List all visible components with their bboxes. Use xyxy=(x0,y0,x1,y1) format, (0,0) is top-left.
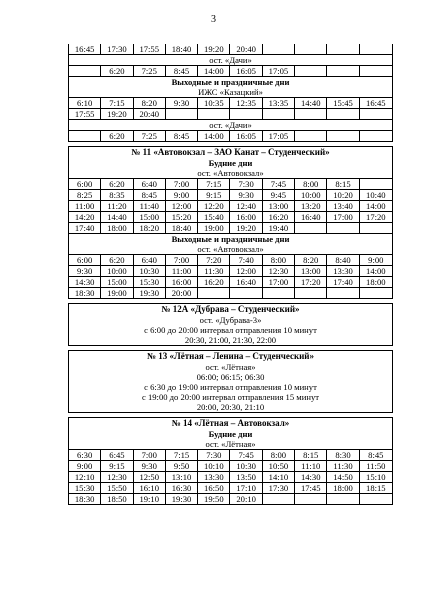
time-cell: 18:50 xyxy=(101,494,133,504)
time-cell: 12:30 xyxy=(101,472,133,482)
time-cell: 15:30 xyxy=(134,277,166,287)
time-cell: 17:30 xyxy=(263,483,295,493)
time-cell: 12:30 xyxy=(263,266,295,276)
time-cell: 10:20 xyxy=(327,190,359,200)
time-cell: 17:20 xyxy=(295,277,327,287)
time-cell xyxy=(327,109,359,119)
time-cell xyxy=(295,44,327,54)
time-cell: 15:00 xyxy=(134,212,166,222)
time-cell: 8:25 xyxy=(69,190,101,200)
time-cell: 7:40 xyxy=(230,255,262,265)
time-cell: 14:30 xyxy=(295,472,327,482)
weekday-label: Будние дни xyxy=(208,429,253,439)
time-cell: 11:00 xyxy=(69,201,101,211)
stop-name: ост. «Дубрава-3» xyxy=(199,315,262,325)
time-cell: 8:40 xyxy=(327,255,359,265)
table-row xyxy=(69,108,392,119)
time-cell: 6:00 xyxy=(69,179,101,189)
time-cell: 20:10 xyxy=(230,494,262,504)
time-cell: 12:00 xyxy=(166,201,198,211)
route-13 xyxy=(68,350,393,413)
time-cell: 17:55 xyxy=(69,109,101,119)
stop-name: ост. «Лётная» xyxy=(205,362,256,372)
time-cell xyxy=(295,494,327,504)
time-cell: 17:40 xyxy=(69,223,101,233)
time-cell: 18:00 xyxy=(327,483,359,493)
time-cell: 8:45 xyxy=(368,450,384,460)
time-cell: 11:50 xyxy=(366,461,386,471)
time-cell: 9:30 xyxy=(69,266,101,276)
time-cell: 13:40 xyxy=(327,201,359,211)
time-cell: 16:50 xyxy=(198,483,230,493)
time-cell: 19:20 xyxy=(198,44,230,54)
time-cell xyxy=(69,66,101,76)
route-title: № 12А «Дубрава – Студенческий» xyxy=(161,304,300,314)
stop-name: ИЖС «Казацкий» xyxy=(198,87,263,97)
time-cell: 6:40 xyxy=(134,255,166,265)
time-cell: 7:25 xyxy=(134,131,166,141)
time-cell: 7:25 xyxy=(134,66,166,76)
time-cell: 18:00 xyxy=(366,277,386,287)
time-cell xyxy=(263,109,295,119)
time-cell: 11:10 xyxy=(295,461,327,471)
times-text: 20:00, 20:30, 21:10 xyxy=(196,402,265,412)
time-cell: 13:30 xyxy=(198,472,230,482)
time-cell: 6:45 xyxy=(101,450,133,460)
time-cell: 13:30 xyxy=(327,266,359,276)
weekday-label: Будние дни xyxy=(208,158,253,168)
time-cell xyxy=(360,179,392,189)
time-cell: 19:20 xyxy=(101,109,133,119)
time-cell: 13:35 xyxy=(263,98,295,108)
time-cell: 8:00 xyxy=(295,179,327,189)
time-cell: 8:45 xyxy=(166,131,198,141)
time-cell: 7:30 xyxy=(230,179,262,189)
time-cell: 18:20 xyxy=(134,223,166,233)
time-cell: 7:15 xyxy=(198,179,230,189)
time-cell: 15:30 xyxy=(69,483,101,493)
time-cell: 9:50 xyxy=(166,461,198,471)
time-cell xyxy=(360,66,392,76)
time-cell: 16:20 xyxy=(198,277,230,287)
time-cell: 11:30 xyxy=(198,266,230,276)
time-cell: 15:00 xyxy=(101,277,133,287)
time-cell xyxy=(360,109,392,119)
time-cell: 19:10 xyxy=(134,494,166,504)
time-cell: 9:30 xyxy=(134,461,166,471)
time-cell: 17:10 xyxy=(230,483,262,493)
time-cell: 10:00 xyxy=(101,266,133,276)
time-cell: 17:55 xyxy=(134,44,166,54)
time-cell: 13:00 xyxy=(295,266,327,276)
time-cell xyxy=(360,223,392,233)
time-cell: 16:00 xyxy=(230,212,262,222)
table-row xyxy=(69,471,392,482)
time-cell: 18:40 xyxy=(166,44,198,54)
time-cell: 11:40 xyxy=(134,201,166,211)
time-cell: 10:50 xyxy=(263,461,295,471)
table-row xyxy=(69,222,392,233)
time-cell: 19:30 xyxy=(166,494,198,504)
time-cell: 16:05 xyxy=(230,131,262,141)
time-cell: 12:00 xyxy=(230,266,262,276)
time-cell: 10:10 xyxy=(198,461,230,471)
time-cell: 16:00 xyxy=(166,277,198,287)
time-cell: 15:50 xyxy=(101,483,133,493)
time-cell: 18:40 xyxy=(166,223,198,233)
time-cell: 20:00 xyxy=(166,288,198,298)
time-cell: 9:15 xyxy=(198,190,230,200)
route-12a xyxy=(68,303,393,346)
stop-name: ост. «Дачи» xyxy=(69,54,392,65)
time-cell xyxy=(295,288,327,298)
time-cell: 12:10 xyxy=(69,472,101,482)
time-cell: 18:30 xyxy=(69,494,101,504)
table-row xyxy=(69,460,392,471)
time-cell: 13:20 xyxy=(295,201,327,211)
time-cell xyxy=(263,288,295,298)
time-cell: 19:50 xyxy=(198,494,230,504)
time-cell: 6:20 xyxy=(101,179,133,189)
route-title: № 11 «Автовокзал – ЗАО Канат – Студенческий» xyxy=(131,147,330,157)
time-cell xyxy=(360,288,392,298)
time-cell: 17:45 xyxy=(295,483,327,493)
time-cell: 16:40 xyxy=(230,277,262,287)
time-cell: 15:10 xyxy=(366,472,386,482)
time-cell xyxy=(327,66,359,76)
time-cell: 6:40 xyxy=(134,179,166,189)
time-cell: 8:45 xyxy=(166,66,198,76)
route-14 xyxy=(68,417,393,505)
time-cell: 7:15 xyxy=(166,450,198,460)
time-cell: 7:45 xyxy=(230,450,262,460)
time-cell: 14:00 xyxy=(366,266,386,276)
time-cell: 8:30 xyxy=(327,450,359,460)
time-cell: 10:30 xyxy=(134,266,166,276)
route-11 xyxy=(68,146,393,299)
time-cell xyxy=(360,44,392,54)
table-row xyxy=(69,130,392,141)
time-cell: 17:00 xyxy=(327,212,359,222)
time-cell xyxy=(295,223,327,233)
stop-name: ост. «Автовокзал» xyxy=(197,168,264,178)
time-cell xyxy=(198,288,230,298)
time-cell xyxy=(198,109,230,119)
table-row xyxy=(69,97,392,108)
time-cell: 9:30 xyxy=(230,190,262,200)
time-cell xyxy=(230,109,262,119)
time-cell xyxy=(295,66,327,76)
time-cell xyxy=(360,494,392,504)
stop-name: ост. «Автовокзал» xyxy=(197,244,264,254)
time-cell: 14:00 xyxy=(198,66,230,76)
time-cell: 11:00 xyxy=(166,266,198,276)
table-row xyxy=(69,65,392,76)
time-cell: 8:45 xyxy=(134,190,166,200)
time-cell: 12:40 xyxy=(230,201,262,211)
time-cell: 14:00 xyxy=(198,131,230,141)
time-cell: 15:20 xyxy=(166,212,198,222)
time-cell: 9:00 xyxy=(166,190,198,200)
time-cell: 7:00 xyxy=(166,179,198,189)
time-cell: 14:00 xyxy=(366,201,386,211)
time-cell: 19:00 xyxy=(101,288,133,298)
time-cell: 12:35 xyxy=(230,98,262,108)
table-row xyxy=(69,189,392,200)
time-cell xyxy=(327,494,359,504)
stop-name: ост. «Дачи» xyxy=(69,119,392,130)
time-cell xyxy=(360,131,392,141)
times-text: 20:30, 21:00, 21:30, 22:00 xyxy=(184,335,277,345)
time-cell: 6:20 xyxy=(101,255,133,265)
time-cell: 18:30 xyxy=(69,288,101,298)
time-cell: 7:00 xyxy=(166,255,198,265)
table-row xyxy=(69,178,392,189)
time-cell: 6:20 xyxy=(101,66,133,76)
time-cell: 17:05 xyxy=(263,131,295,141)
time-cell: 6:00 xyxy=(69,255,101,265)
time-cell: 17:40 xyxy=(327,277,359,287)
time-cell xyxy=(327,131,359,141)
time-cell: 9:45 xyxy=(263,190,295,200)
time-cell: 18:15 xyxy=(366,483,386,493)
weekend-label: Выходные и праздничные дни xyxy=(69,76,392,87)
time-cell: 8:15 xyxy=(327,179,359,189)
table-row xyxy=(69,482,392,493)
time-cell xyxy=(166,109,198,119)
time-cell: 16:20 xyxy=(263,212,295,222)
time-cell: 14:40 xyxy=(295,98,327,108)
time-cell: 15:45 xyxy=(327,98,359,108)
times-text: 06:00; 06:15; 06:30 xyxy=(196,372,265,382)
time-cell: 19:20 xyxy=(230,223,262,233)
time-cell: 19:40 xyxy=(263,223,295,233)
time-cell: 7:00 xyxy=(134,450,166,460)
dachi-block xyxy=(68,44,393,142)
time-cell xyxy=(327,223,359,233)
interval-text: с 19:00 до 20:00 интервал отправления 15 минут xyxy=(142,392,319,402)
time-cell xyxy=(263,494,295,504)
time-cell: 14:50 xyxy=(327,472,359,482)
page-number: 3 xyxy=(211,14,216,25)
table-row xyxy=(69,200,392,211)
table-row xyxy=(69,265,392,276)
time-cell xyxy=(295,109,327,119)
interval-text: с 6:00 до 20:00 интервал отправления 10 минут xyxy=(144,325,317,335)
time-cell: 10:00 xyxy=(295,190,327,200)
route-title: № 14 «Лётная – Автовокзал» xyxy=(171,418,290,428)
time-cell: 6:30 xyxy=(69,450,101,460)
time-cell: 17:20 xyxy=(366,212,386,222)
time-cell: 16:30 xyxy=(166,483,198,493)
time-cell: 8:00 xyxy=(263,450,295,460)
time-cell: 8:35 xyxy=(101,190,133,200)
time-cell: 9:00 xyxy=(368,255,384,265)
table-row xyxy=(69,287,392,298)
time-cell: 11:30 xyxy=(327,461,359,471)
time-cell: 14:20 xyxy=(69,212,101,222)
table-row xyxy=(69,276,392,287)
table-row xyxy=(69,254,392,265)
time-cell: 12:20 xyxy=(198,201,230,211)
time-cell: 20:40 xyxy=(134,109,166,119)
time-cell: 20:40 xyxy=(230,44,262,54)
time-cell: 7:15 xyxy=(101,98,133,108)
time-cell: 7:20 xyxy=(198,255,230,265)
time-cell: 18:00 xyxy=(101,223,133,233)
time-cell: 10:30 xyxy=(230,461,262,471)
time-cell: 14:10 xyxy=(263,472,295,482)
time-cell: 15:40 xyxy=(198,212,230,222)
time-cell: 8:20 xyxy=(134,98,166,108)
table-row xyxy=(69,449,392,460)
table-row xyxy=(69,211,392,222)
time-cell: 16:10 xyxy=(134,483,166,493)
time-cell: 16:40 xyxy=(295,212,327,222)
time-cell xyxy=(230,288,262,298)
time-cell: 16:05 xyxy=(230,66,262,76)
time-cell: 7:45 xyxy=(263,179,295,189)
time-cell: 14:40 xyxy=(101,212,133,222)
time-cell: 9:00 xyxy=(69,461,101,471)
time-cell: 8:00 xyxy=(263,255,295,265)
time-cell: 8:15 xyxy=(295,450,327,460)
time-cell xyxy=(263,44,295,54)
time-cell: 14:30 xyxy=(69,277,101,287)
time-cell: 11:20 xyxy=(101,201,133,211)
time-cell: 16:45 xyxy=(69,44,101,54)
time-cell: 17:30 xyxy=(101,44,133,54)
time-cell: 13:50 xyxy=(230,472,262,482)
time-cell: 10:35 xyxy=(198,98,230,108)
time-cell xyxy=(327,288,359,298)
weekend-label: Выходные и праздничные дни xyxy=(69,233,392,244)
time-cell: 6:20 xyxy=(101,131,133,141)
time-cell xyxy=(295,131,327,141)
time-cell xyxy=(69,131,101,141)
time-cell: 9:30 xyxy=(166,98,198,108)
time-cell: 17:00 xyxy=(263,277,295,287)
time-cell: 17:05 xyxy=(263,66,295,76)
time-cell: 6:10 xyxy=(69,98,101,108)
interval-text: с 6:30 до 19:00 интервал отправления 10 минут xyxy=(144,382,317,392)
time-cell: 16:45 xyxy=(366,98,386,108)
table-row xyxy=(69,493,392,504)
table-row xyxy=(69,44,392,54)
time-cell: 10:40 xyxy=(366,190,386,200)
time-cell: 7:30 xyxy=(198,450,230,460)
stop-name: ост. «Лётная» xyxy=(205,439,256,449)
time-cell: 19:00 xyxy=(198,223,230,233)
schedule-content xyxy=(68,44,393,509)
time-cell xyxy=(327,44,359,54)
time-cell: 19:30 xyxy=(134,288,166,298)
time-cell: 13:10 xyxy=(166,472,198,482)
time-cell: 13:00 xyxy=(263,201,295,211)
time-cell: 8:20 xyxy=(295,255,327,265)
time-cell: 9:15 xyxy=(101,461,133,471)
route-title: № 13 «Лётная – Ленина – Студенческий» xyxy=(147,351,314,361)
time-cell: 12:50 xyxy=(134,472,166,482)
